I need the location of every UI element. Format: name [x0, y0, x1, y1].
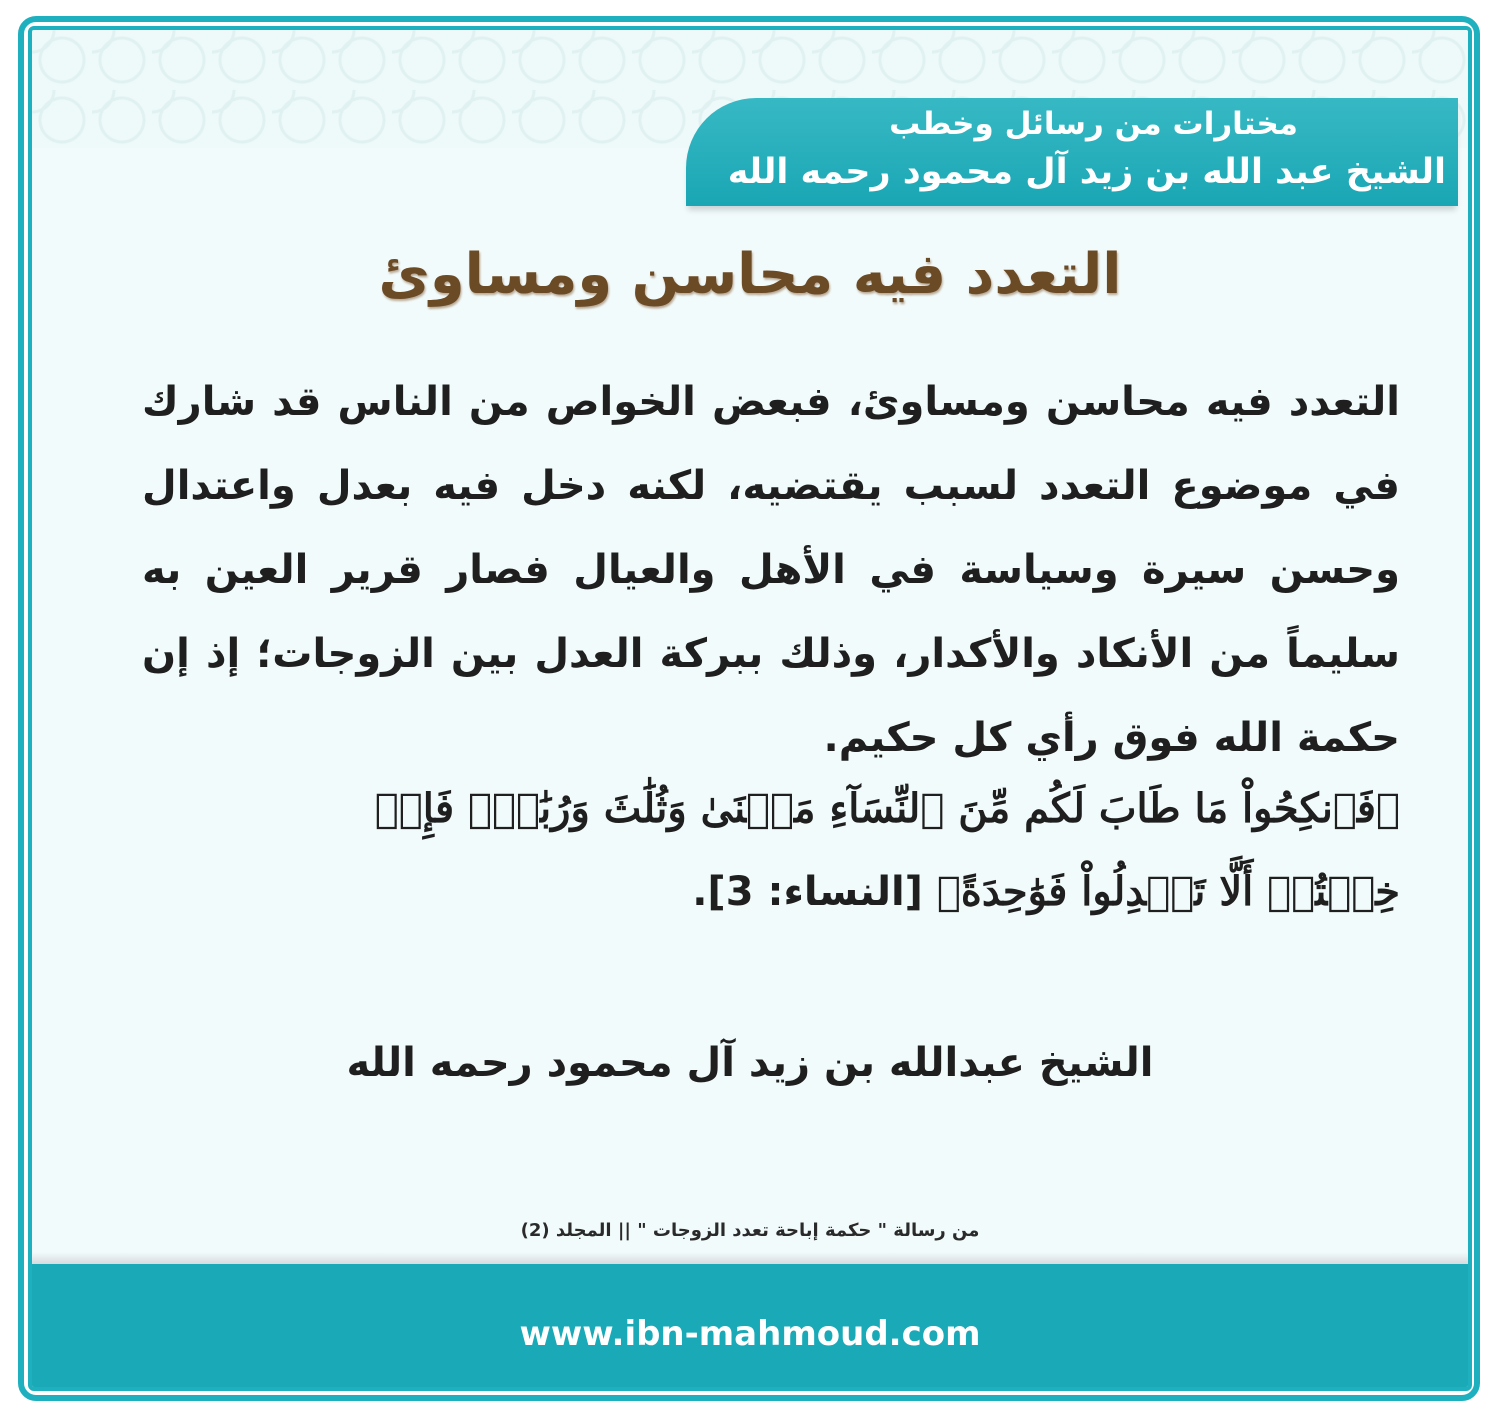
source-citation: من رسالة " حكمة إباحة تعدد الزوجات " || المجلد (2): [520, 1220, 980, 1241]
quran-verse-line-2: [142, 868, 1400, 915]
website-link[interactable]: www.ibn-mahmoud.com: [519, 1314, 981, 1354]
quran-verse-text: خِفۡتُمۡ أَلَّا تَعۡدِلُواْ فَوَٰحِدَةً﴾: [936, 868, 1400, 915]
page-title: التعدد فيه محاسن ومساوئ: [378, 242, 1122, 307]
card: [28, 26, 1472, 1391]
footer-banner: [32, 1264, 1468, 1391]
body-paragraph: التعدد فيه محاسن ومساوئ، فبعض الخواص من الناس قد شارك في موضوع التعدد لسبب يقتضيه، لكنه دخل فيه بعدل واعتدال وحسن سيرة وسياسة في الأهل والعيال فصار قرير العين به سليماً من الأنكاد والأكدار، وذلك ببركة العدل بين الزوجات؛ إذ إن حكمة الله فوق رأي كل حكيم.: [142, 379, 1400, 761]
footer-divider: [32, 1252, 1468, 1264]
author-signature: الشيخ عبدالله بن زيد آل محمود رحمه الله: [346, 1040, 1154, 1086]
header-banner: [686, 98, 1458, 206]
verse-reference: [النساء: 3].: [692, 869, 923, 915]
header-author: الشيخ عبد الله بن زيد آل محمود رحمه الله: [727, 152, 1446, 192]
header-subtitle: مختارات من رسائل وخطب: [889, 106, 1298, 142]
quran-verse-line-1: ﴿فَٱنكِحُواْ مَا طَابَ لَكُم مِّنَ ٱلنِّسَآءِ مَثۡنَىٰ وَثُلَٰثَ وَرُبَٰعَۖ فَإِنۡ: [374, 785, 1400, 832]
